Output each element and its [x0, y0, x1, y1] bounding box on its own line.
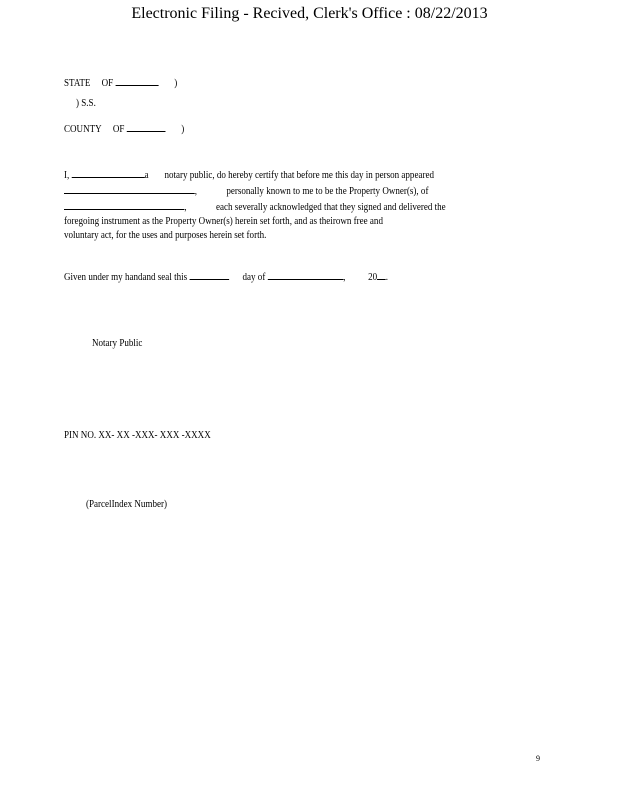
certificate-line-3: , each severally acknowledged that they signed and delivered the	[64, 199, 528, 215]
state-paren: )	[174, 78, 178, 89]
pin-number: PIN NO. XX- XX -XXX- XXX -XXXX	[64, 430, 211, 441]
location-blank	[64, 199, 184, 210]
state-label: STATE	[64, 78, 91, 89]
state-line	[64, 75, 177, 89]
certificate-line-1	[64, 167, 528, 183]
day-blank	[189, 269, 229, 280]
ss-line: ) S.S.	[76, 98, 96, 109]
given-comma: ,	[343, 272, 346, 283]
certificate-line-5: voluntary act, for the uses and purposes herein set forth.	[64, 230, 267, 241]
page-number: 9	[536, 754, 540, 763]
state-blank	[115, 75, 158, 86]
state-of-label: OF	[101, 78, 114, 89]
page-header-title: Electronic Filing - Recived, Clerk's Office : 08/22/2013	[131, 5, 488, 22]
county-of-label: OF	[112, 124, 125, 135]
certificate-line-3-text: each severally acknowledged that they signed and delivered the	[216, 202, 446, 213]
notary-name-blank	[72, 167, 145, 178]
county-line	[64, 121, 184, 135]
year-prefix: 20	[368, 272, 378, 283]
county-label: COUNTY	[64, 124, 102, 135]
given-line	[64, 269, 388, 283]
certificate-a: a	[144, 170, 149, 181]
day-of-text: day of	[242, 272, 266, 283]
certificate-line-1-text: notary public, do hereby certify that before me this day in person appeared	[164, 170, 435, 181]
certificate-line-2: , personally known to me to be the Property Owner(s), of	[64, 183, 528, 199]
given-end: .	[385, 272, 388, 283]
notary-public-label: Notary Public	[92, 338, 143, 349]
parcel-index-label: (ParcelIndex Number)	[86, 499, 167, 510]
given-text: Given under my handand seal this	[64, 272, 188, 283]
certificate-line-4: foregoing instrument as the Property Owner(s) herein set forth, and as theirown free and	[64, 216, 383, 227]
county-paren: )	[181, 124, 185, 135]
certificate-i: I,	[64, 170, 70, 181]
county-blank	[127, 121, 166, 132]
month-blank	[268, 269, 344, 280]
appeared-name-blank	[64, 183, 195, 194]
certificate-line-2-text: personally known to me to be the Property Owner(s), of	[226, 186, 429, 197]
year-blank	[377, 269, 386, 280]
certificate-paragraph	[64, 167, 528, 243]
